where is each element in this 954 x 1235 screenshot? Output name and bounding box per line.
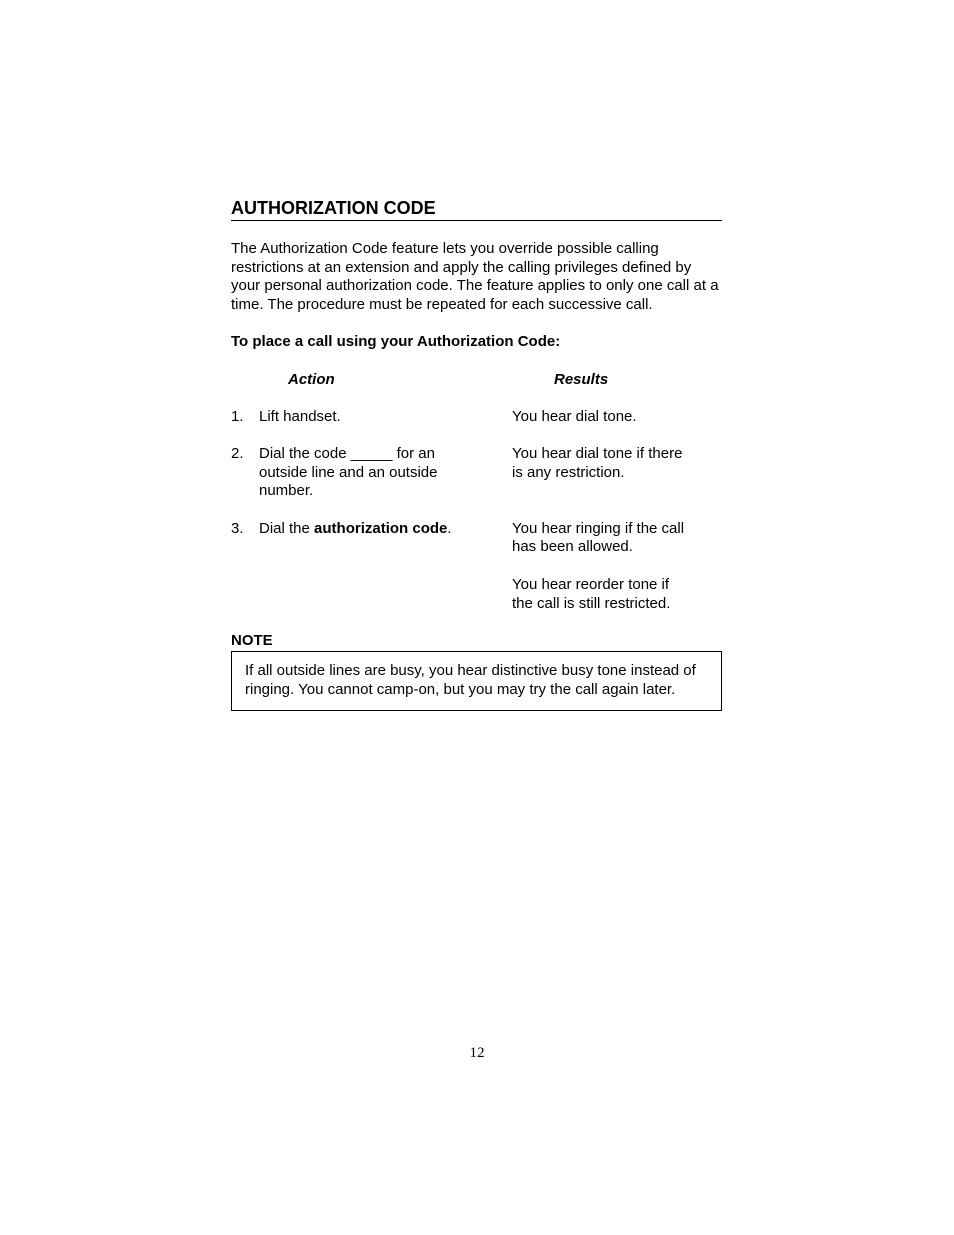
page-number: 12 xyxy=(469,1045,485,1061)
step-row xyxy=(231,520,722,614)
step-action xyxy=(259,520,512,614)
result-text: You hear reorder tone if the call is still restricted. xyxy=(512,575,671,612)
step-results xyxy=(512,408,722,427)
step-action-prefix: Dial the xyxy=(259,519,315,537)
step-action-suffix: . xyxy=(447,519,452,537)
step-number: 1. xyxy=(231,407,244,425)
result-text: You hear ringing if the call has been allowed. xyxy=(512,519,685,556)
step-results xyxy=(512,520,687,614)
step-number: 2. xyxy=(231,444,244,462)
intro-paragraph: The Authorization Code feature lets you override possible calling restrictions at an extension and apply the calling privileges defined by your personal authorization code. The feature applies to only one call at a time. The procedure must be repeated for each successive call. xyxy=(231,240,719,314)
action-header: Action xyxy=(288,370,335,388)
step-action: Lift handset. xyxy=(259,407,341,425)
section-title: AUTHORIZATION CODE xyxy=(231,197,722,221)
results-header: Results xyxy=(554,370,609,388)
step-row xyxy=(231,408,722,427)
note-box: If all outside lines are busy, you hear distinctive busy tone instead of ringing. You cannot camp-on, but you may try the call again later. xyxy=(231,651,722,711)
page-content xyxy=(231,197,722,711)
step-results xyxy=(512,445,687,501)
note-label: NOTE xyxy=(231,632,273,650)
authorization-code-term: authorization code xyxy=(314,519,448,537)
result-text: You hear dial tone. xyxy=(512,407,637,425)
result-text: You hear dial tone if there is any restriction. xyxy=(512,444,683,481)
step-row xyxy=(231,445,722,501)
steps-list xyxy=(231,408,722,614)
step-action: Dial the code _____ for an outside line and an outside number. xyxy=(259,444,438,500)
step-number: 3. xyxy=(231,519,244,537)
procedure-heading: To place a call using your Authorization Code: xyxy=(231,332,561,350)
column-headers xyxy=(231,371,722,390)
